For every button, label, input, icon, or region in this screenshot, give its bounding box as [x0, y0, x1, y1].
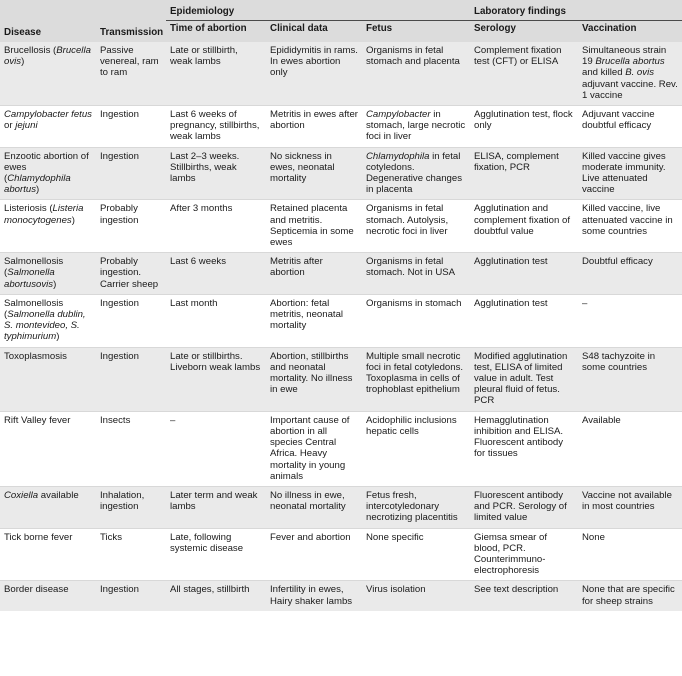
- table-row: [0, 106, 682, 148]
- time-of-abortion-cell: After 3 months: [166, 200, 266, 253]
- serology-cell: Giemsa smear of blood, PCR. Counterimmuno-electrophoresis: [470, 528, 578, 581]
- vaccination-cell: None: [578, 528, 682, 581]
- header-epidemiology: [166, 0, 470, 21]
- time-of-abortion-cell: Last 6 weeks of pregnancy, stillbirths, weak lambs: [166, 106, 266, 148]
- table-header: [0, 0, 682, 42]
- disease-cell: Rift Valley fever: [0, 411, 96, 486]
- clinical-data-cell: Fever and abortion: [266, 528, 362, 581]
- fetus-cell: Organisms in fetal stomach. Autolysis, necrotic foci in liver: [362, 200, 470, 253]
- header-group-row: [0, 0, 682, 21]
- header-time-of-abortion: [166, 21, 266, 43]
- header-serology: [470, 21, 578, 43]
- transmission-cell: Ingestion: [96, 581, 166, 611]
- clinical-data-cell: Metritis after abortion: [266, 253, 362, 295]
- table-row: [0, 253, 682, 295]
- vaccination-cell: Adjuvant vaccine doubtful efficacy: [578, 106, 682, 148]
- header-disease-label: Disease: [4, 26, 42, 38]
- header-laboratory-findings: [470, 0, 682, 21]
- header-transmission-label: Transmission: [100, 26, 164, 38]
- table-row: [0, 147, 682, 200]
- fetus-cell: Organisms in fetal stomach. Not in USA: [362, 253, 470, 295]
- vaccination-cell: –: [578, 294, 682, 347]
- transmission-cell: Inhalation, ingestion: [96, 486, 166, 528]
- table-row: [0, 294, 682, 347]
- time-of-abortion-cell: Late or stillbirth, weak lambs: [166, 42, 266, 106]
- vaccination-cell: Killed vaccine gives moderate immunity. Live attenuated vaccine: [578, 147, 682, 200]
- serology-cell: Fluorescent antibody and PCR. Serology of limited value: [470, 486, 578, 528]
- disease-cell: Brucellosis (Brucella ovis): [0, 42, 96, 106]
- vaccination-cell: Available: [578, 411, 682, 486]
- vaccination-cell: Vaccine not available in most countries: [578, 486, 682, 528]
- fetus-cell: Campylobacter in stomach, large necrotic foci in liver: [362, 106, 470, 148]
- serology-cell: Agglutination and complement fixation of doubtful value: [470, 200, 578, 253]
- transmission-cell: Insects: [96, 411, 166, 486]
- table-row: [0, 528, 682, 581]
- clinical-data-cell: Important cause of abortion in all species Central Africa. Heavy mortality in young animals: [266, 411, 362, 486]
- vaccination-cell: Doubtful efficacy: [578, 253, 682, 295]
- time-of-abortion-cell: Late, following systemic disease: [166, 528, 266, 581]
- time-of-abortion-cell: Later term and weak lambs: [166, 486, 266, 528]
- fetus-cell: None specific: [362, 528, 470, 581]
- serology-cell: See text description: [470, 581, 578, 611]
- disease-cell: Tick borne fever: [0, 528, 96, 581]
- header-vaccination-label: Vaccination: [582, 23, 637, 34]
- transmission-cell: Probably ingestion: [96, 200, 166, 253]
- fetus-cell: Organisms in fetal stomach and placenta: [362, 42, 470, 106]
- time-of-abortion-cell: –: [166, 411, 266, 486]
- table-row: [0, 42, 682, 106]
- disease-cell: Listeriosis (Listeria monocytogenes): [0, 200, 96, 253]
- time-of-abortion-cell: Late or stillbirths. Liveborn weak lambs: [166, 347, 266, 411]
- vaccination-cell: Killed vaccine, live attenuated vaccine in some countries: [578, 200, 682, 253]
- transmission-cell: Ingestion: [96, 294, 166, 347]
- disease-cell: Enzootic abortion of ewes (Chlamydophila abortus): [0, 147, 96, 200]
- table-row: [0, 486, 682, 528]
- clinical-data-cell: No sickness in ewes, neonatal mortality: [266, 147, 362, 200]
- transmission-cell: Probably ingestion. Carrier sheep: [96, 253, 166, 295]
- clinical-data-cell: Metritis in ewes after abortion: [266, 106, 362, 148]
- vaccination-cell: None that are specific for sheep strains: [578, 581, 682, 611]
- header-epidemiology-label: Epidemiology: [170, 6, 235, 17]
- header-time-of-abortion-label: Time of abortion: [170, 23, 247, 34]
- table-body: [0, 42, 682, 611]
- fetus-cell: Multiple small necrotic foci in fetal cotyledons. Toxoplasma in cells of trophoblast epithelium: [362, 347, 470, 411]
- clinical-data-cell: Infertility in ewes, Hairy shaker lambs: [266, 581, 362, 611]
- table-row: [0, 411, 682, 486]
- fetus-cell: Fetus fresh, intercotyledonary necrotizing placentitis: [362, 486, 470, 528]
- transmission-cell: Ingestion: [96, 147, 166, 200]
- vaccination-cell: S48 tachyzoite in some countries: [578, 347, 682, 411]
- header-vaccination: [578, 21, 682, 43]
- clinical-data-cell: Abortion, stillbirths and neonatal mortality. No illness in ewe: [266, 347, 362, 411]
- serology-cell: Complement fixation test (CFT) or ELISA: [470, 42, 578, 106]
- time-of-abortion-cell: Last month: [166, 294, 266, 347]
- vaccination-cell: Simultaneous strain 19 Brucella abortus and killed B. ovis adjuvant vaccine. Rev. 1 vaccine: [578, 42, 682, 106]
- serology-cell: Hemagglutination inhibition and ELISA. Fluorescent antibody for tissues: [470, 411, 578, 486]
- serology-cell: Agglutination test: [470, 294, 578, 347]
- header-transmission: [96, 0, 166, 42]
- fetus-cell: Chlamydophila in fetal cotyledons. Degenerative changes in placenta: [362, 147, 470, 200]
- disease-cell: Coxiella available: [0, 486, 96, 528]
- clinical-data-cell: Epididymitis in rams. In ewes abortion only: [266, 42, 362, 106]
- clinical-data-cell: No illness in ewe, neonatal mortality: [266, 486, 362, 528]
- serology-cell: ELISA, complement fixation, PCR: [470, 147, 578, 200]
- table-row: [0, 347, 682, 411]
- table-row: [0, 581, 682, 611]
- clinical-data-cell: Retained placenta and metritis. Septicemia in some ewes: [266, 200, 362, 253]
- header-serology-label: Serology: [474, 23, 516, 34]
- disease-cell: Border disease: [0, 581, 96, 611]
- disease-cell: Salmonellosis (Salmonella abortusovis): [0, 253, 96, 295]
- serology-cell: Modified agglutination test, ELISA of limited value in adult. Test pleural fluid of fetus. PCR: [470, 347, 578, 411]
- transmission-cell: Ingestion: [96, 347, 166, 411]
- serology-cell: Agglutination test, flock only: [470, 106, 578, 148]
- time-of-abortion-cell: All stages, stillbirth: [166, 581, 266, 611]
- time-of-abortion-cell: Last 6 weeks: [166, 253, 266, 295]
- header-fetus-label: Fetus: [366, 23, 393, 34]
- header-laboratory-findings-label: Laboratory findings: [474, 6, 566, 17]
- transmission-cell: Ticks: [96, 528, 166, 581]
- header-disease: [0, 0, 96, 42]
- clinical-data-cell: Abortion: fetal metritis, neonatal mortality: [266, 294, 362, 347]
- table-row: [0, 200, 682, 253]
- fetus-cell: Acidophilic inclusions hepatic cells: [362, 411, 470, 486]
- disease-cell: Toxoplasmosis: [0, 347, 96, 411]
- header-clinical-data: [266, 21, 362, 43]
- transmission-cell: Passive venereal, ram to ram: [96, 42, 166, 106]
- serology-cell: Agglutination test: [470, 253, 578, 295]
- time-of-abortion-cell: Last 2–3 weeks. Stillbirths, weak lambs: [166, 147, 266, 200]
- header-fetus: [362, 21, 470, 43]
- disease-cell: Salmonellosis (Salmonella dublin, S. montevideo, S. typhimurium): [0, 294, 96, 347]
- fetus-cell: Organisms in stomach: [362, 294, 470, 347]
- header-clinical-data-label: Clinical data: [270, 23, 328, 34]
- disease-cell: Campylobacter fetus or jejuni: [0, 106, 96, 148]
- fetus-cell: Virus isolation: [362, 581, 470, 611]
- transmission-cell: Ingestion: [96, 106, 166, 148]
